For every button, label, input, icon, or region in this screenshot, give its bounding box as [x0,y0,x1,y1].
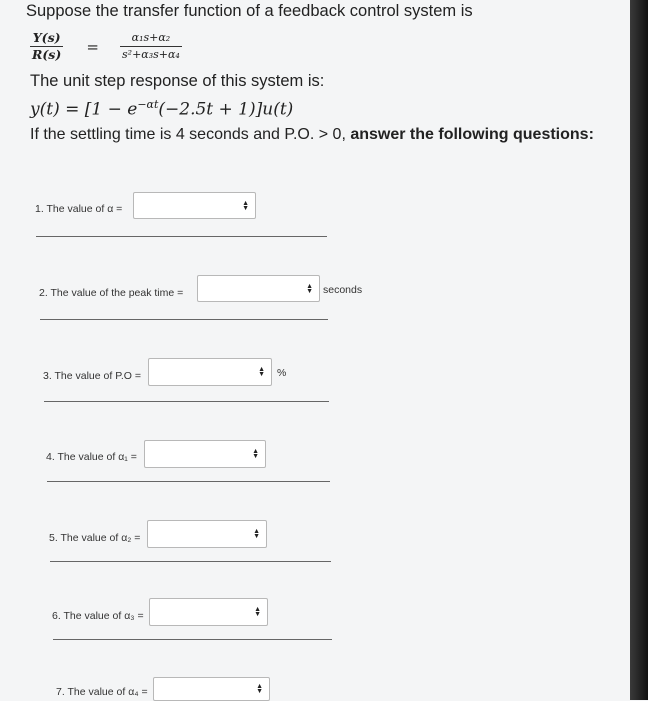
divider [36,236,327,237]
divider [47,481,330,482]
up-down-arrows-icon: ▲ ▼ [242,199,249,212]
intro-text: Suppose the transfer function of a feedback control system is [26,2,473,20]
up-down-arrows-icon: ▲ ▼ [252,448,259,460]
unit-percent: % [277,367,287,379]
item-label: 6. The value of α₃ = [52,610,144,622]
divider [50,561,331,562]
answer-dropdown-7[interactable] [153,677,270,701]
answer-dropdown-1[interactable] [133,192,256,219]
answer-dropdown-5[interactable] [147,520,267,548]
tf-rhs-den: s²+α₃s+α₄ [122,48,180,61]
divider [53,639,332,640]
item-label: 7. The value of α₄ = [56,686,148,698]
right-edge-bar [630,0,648,700]
tf-equals: = [86,37,99,56]
up-down-arrows-icon: ▲ ▼ [256,683,263,695]
answer-dropdown-6[interactable] [149,598,268,626]
response-eq-exponent: −αt [137,98,159,111]
response-eq-part2: (−2.5t + 1)]u(t) [158,99,294,120]
question-text [30,126,594,144]
tf-rhs [120,30,182,63]
answer-dropdown-3[interactable] [148,358,272,386]
response-title: The unit step response of this system is: [30,72,325,90]
up-down-arrows-icon: ▲ ▼ [254,606,261,618]
transfer-function [30,30,182,63]
tf-lhs [30,30,63,63]
up-down-arrows-icon: ▲ ▼ [253,528,260,540]
unit-seconds: seconds [323,284,363,296]
answer-dropdown-2[interactable] [197,275,320,302]
tf-lhs-den: R(s) [32,47,62,62]
response-equation [30,98,293,120]
divider [44,401,329,402]
tf-lhs-num: Y(s) [30,30,63,47]
question-lead: If the settling time is 4 seconds and P.O. > 0, [30,126,351,143]
answer-dropdown-4[interactable] [144,440,266,468]
item-label: 3. The value of P.O = [43,370,141,382]
item-label: 1. The value of α = [35,203,123,215]
item-label: 4. The value of α₁ = [46,451,137,463]
up-down-arrows-icon: ▲ ▼ [306,282,313,295]
up-down-arrows-icon: ▲ ▼ [258,366,265,378]
tf-rhs-num: α₁s+α₂ [120,30,182,47]
item-label: 2. The value of the peak time = [39,287,184,299]
divider [40,319,328,320]
question-bold: answer the following questions: [350,126,594,143]
item-label: 5. The value of α₂ = [49,532,141,544]
response-eq-part1: y(t) = [1 − e [30,99,138,120]
